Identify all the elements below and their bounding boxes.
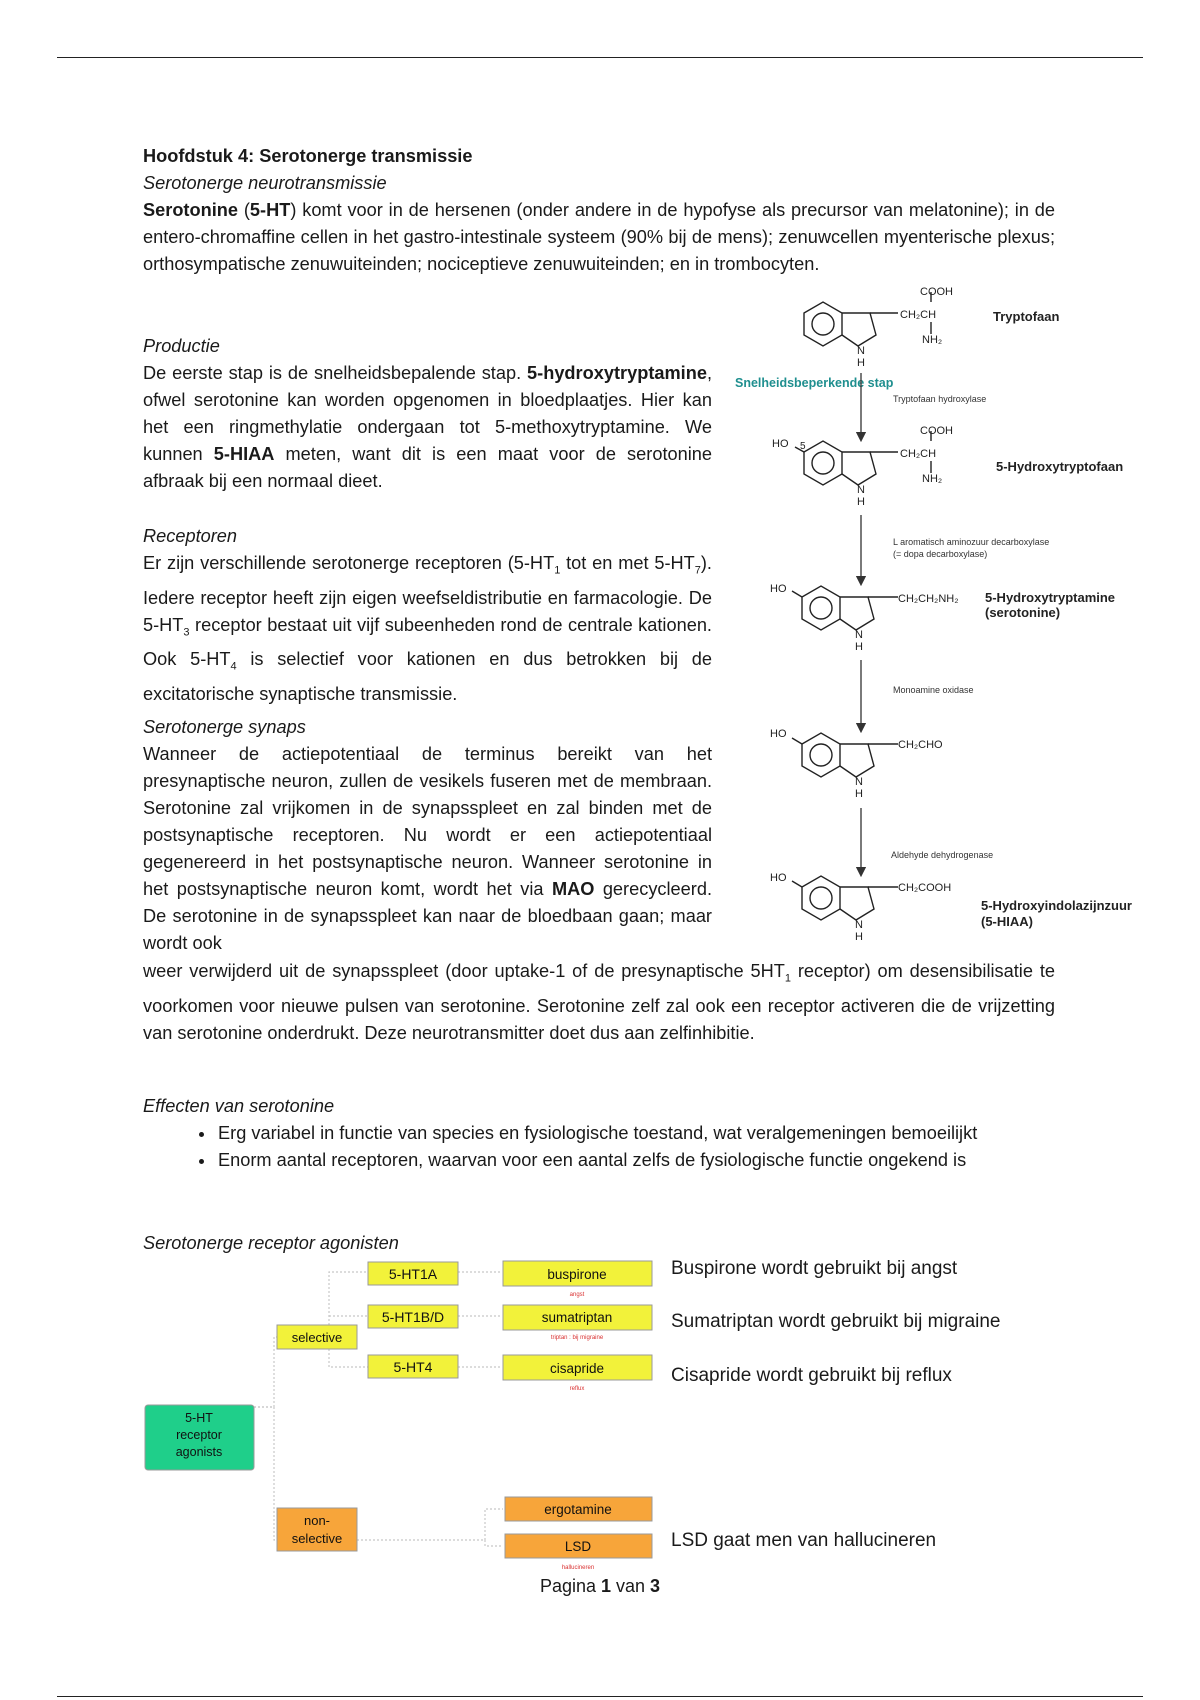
group-label: H — [855, 931, 863, 943]
root-label-1: 5-HT — [185, 1411, 213, 1425]
receptors-paragraph: Er zijn verschillende serotonerge receptoren ($5-HT_1$ tot en met $5-HT_7$). Iedere receptor heeft zijn eigen weefseldistributie en farmacologie. De $5-HT_3$ receptor bestaat uit vijf subeenheden rond de centrale kationen. Ook $5-HT_4$ is selectief voor kationen en dus betrokken bij de excitatorische synaptische transmissie. — [143, 553, 712, 704]
root-label-2: receptor — [176, 1428, 222, 1442]
group-label: NH₂ — [922, 334, 943, 346]
production-paragraph: De eerste stap is de snelheidsbepalende stap. 5-hydroxytryptamine, ofwel serotonine kan worden opgenomen in bloedplaatjes. Hier kan het een ringmethylatie ondergaan tot 5-methoxytryptamine. We kunnen 5-HIAA meten, want dit is een maat voor de serotonine afbraak bij een normaal dieet. — [143, 363, 712, 491]
group-label: H — [855, 641, 863, 653]
drug-note: hallucineren — [561, 1565, 595, 1571]
group-label: HO — [772, 438, 789, 450]
receptor-label: 5-HT1A — [388, 1266, 438, 1282]
compound-label: Tryptofaan — [993, 309, 1060, 324]
nonselective-label-2: selective — [291, 1531, 343, 1546]
drug-label: buspirone — [547, 1267, 607, 1282]
group-label: CH₂CHO — [898, 739, 943, 751]
group-label: H — [857, 357, 865, 369]
page-footer: Pagina 1 van 3 — [539, 1576, 661, 1596]
selective-label: selective — [291, 1330, 343, 1345]
compound-label: 5-Hydroxytryptofaan — [996, 459, 1124, 474]
drug-label: ergotamine — [544, 1502, 612, 1517]
drug-note: angst — [569, 1292, 585, 1298]
group-label: N — [857, 345, 865, 357]
compound-label: (5-HIAA) — [981, 914, 1033, 929]
molecule-5hiaa — [792, 876, 898, 920]
drug-label: LSD — [564, 1539, 592, 1554]
enzyme-label: (= dopa decarboxylase) — [893, 549, 988, 559]
enzyme-label: L aromatisch aminozuur decarboxylase — [893, 537, 1050, 547]
enzyme-label: Aldehyde dehydrogenase — [891, 850, 994, 860]
annotation-cisapride: Cisapride wordt gebruikt bij reflux — [671, 1365, 952, 1386]
receptors-title: Receptoren — [143, 526, 238, 546]
production-title: Productie — [143, 336, 220, 356]
root-label-3: agonists — [175, 1445, 223, 1459]
rate-limiting-step: Snelheidsbeperkende stap — [735, 376, 894, 390]
group-label: N — [855, 776, 863, 788]
molecule-serotonine — [792, 586, 898, 630]
enzyme-label: Monoamine oxidase — [893, 685, 974, 695]
group-label: CH₂CH — [900, 448, 937, 460]
drug-label: sumatriptan — [541, 1310, 613, 1325]
chapter-title: Hoofdstuk 4: Serotonerge transmissie — [143, 146, 473, 166]
synapse-paragraph-b: weer verwijderd uit de synapsspleet (door uptake-1 of de presynaptische $5HT_1$ receptor) om desensibilisatie te voorkomen voor nieuwe pulsen van serotonine. Serotonine zelf zal ook een receptor activeren die de vrijzetting van serotonine onderdrukt. Deze neurotransmitter doet dus aan zelfinhibitie. — [143, 961, 1055, 1043]
drug-note: triptan : bij migraine — [550, 1335, 604, 1341]
list-item: • Erg variabel in functie van species en fysiologische toestand, wat veralgemeningen bemoeilijkt — [216, 1120, 1055, 1147]
list-item: • Enorm aantal receptoren, waarvan voor een aantal zelfs de fysiologische functie ongekend is — [216, 1147, 1055, 1174]
synapse-paragraph-a: Wanneer de actiepotentiaal de terminus bereikt van het presynaptische neuron, zullen de vesikels fuseren met de membraan. Serotonine zal vrijkomen in de synapsspleet en zal binden met de postsynaptische receptoren. Nu wordt er een actiepotentiaal gegenereerd in het postsynaptische neuron. Wanneer serotonine in het postsynaptische neuron komt, wordt het via MAO gerecycleerd. De serotonine in de synapsspleet kan naar de bloedbaan gaan; maar wordt ook — [143, 744, 712, 953]
annotation-lsd: LSD gaat men van hallucineren — [671, 1530, 937, 1551]
group-label: NH₂ — [922, 473, 943, 485]
molecule-aldehyde — [792, 733, 898, 777]
compound-label: (serotonine) — [985, 605, 1061, 620]
compound-label: 5-Hydroxyindolazijnzuur — [981, 898, 1132, 913]
intro-paragraph: Serotonine (5-HT) komt voor in de hersenen (onder andere in de hypofyse als precursor van melatonine); in de entero-chromaffine cellen in het gastro-intestinale systeem (90% bij de mens); zenuwcellen myenterische plexus; orthosympatische zenuwuiteinden; nociceptieve zenuwuiteinden; en in trombocyten. — [143, 200, 1055, 274]
group-label: H — [855, 788, 863, 800]
group-label: N — [855, 629, 863, 641]
annotation-buspirone: Buspirone wordt gebruikt bij angst — [671, 1258, 958, 1279]
enzyme-label: Tryptofaan hydroxylase — [893, 394, 987, 404]
drug-label: cisapride — [549, 1361, 605, 1376]
group-label: COOH — [920, 425, 953, 437]
annotation-sumatriptan: Sumatriptan wordt gebruikt bij migraine — [671, 1311, 1001, 1332]
subheading-neurotransmission: Serotonerge neurotransmissie — [143, 173, 387, 193]
receptor-label: 5-HT1B/D — [381, 1309, 445, 1325]
group-label: 5 — [800, 441, 806, 452]
group-label: HO — [770, 728, 787, 740]
nonselective-label-1: non- — [303, 1513, 331, 1528]
group-label: COOH — [920, 286, 953, 298]
group-label: CH₂COOH — [898, 882, 952, 894]
synapse-title: Serotonerge synaps — [143, 717, 306, 737]
group-label: H — [857, 496, 865, 508]
compound-label: 5-Hydroxytryptamine — [985, 590, 1116, 605]
group-label: HO — [770, 583, 787, 595]
group-label: HO — [770, 872, 787, 884]
group-label: N — [855, 919, 863, 931]
group-label: CH₂CH₂NH₂ — [898, 593, 959, 605]
receptor-label: 5-HT4 — [393, 1359, 433, 1375]
group-label: CH₂CH — [900, 309, 937, 321]
drug-note: reflux — [569, 1386, 585, 1392]
agonists-title: Serotonerge receptor agonisten — [143, 1233, 399, 1253]
group-label: N — [857, 484, 865, 496]
effects-title: Effecten van serotonine — [143, 1096, 335, 1116]
